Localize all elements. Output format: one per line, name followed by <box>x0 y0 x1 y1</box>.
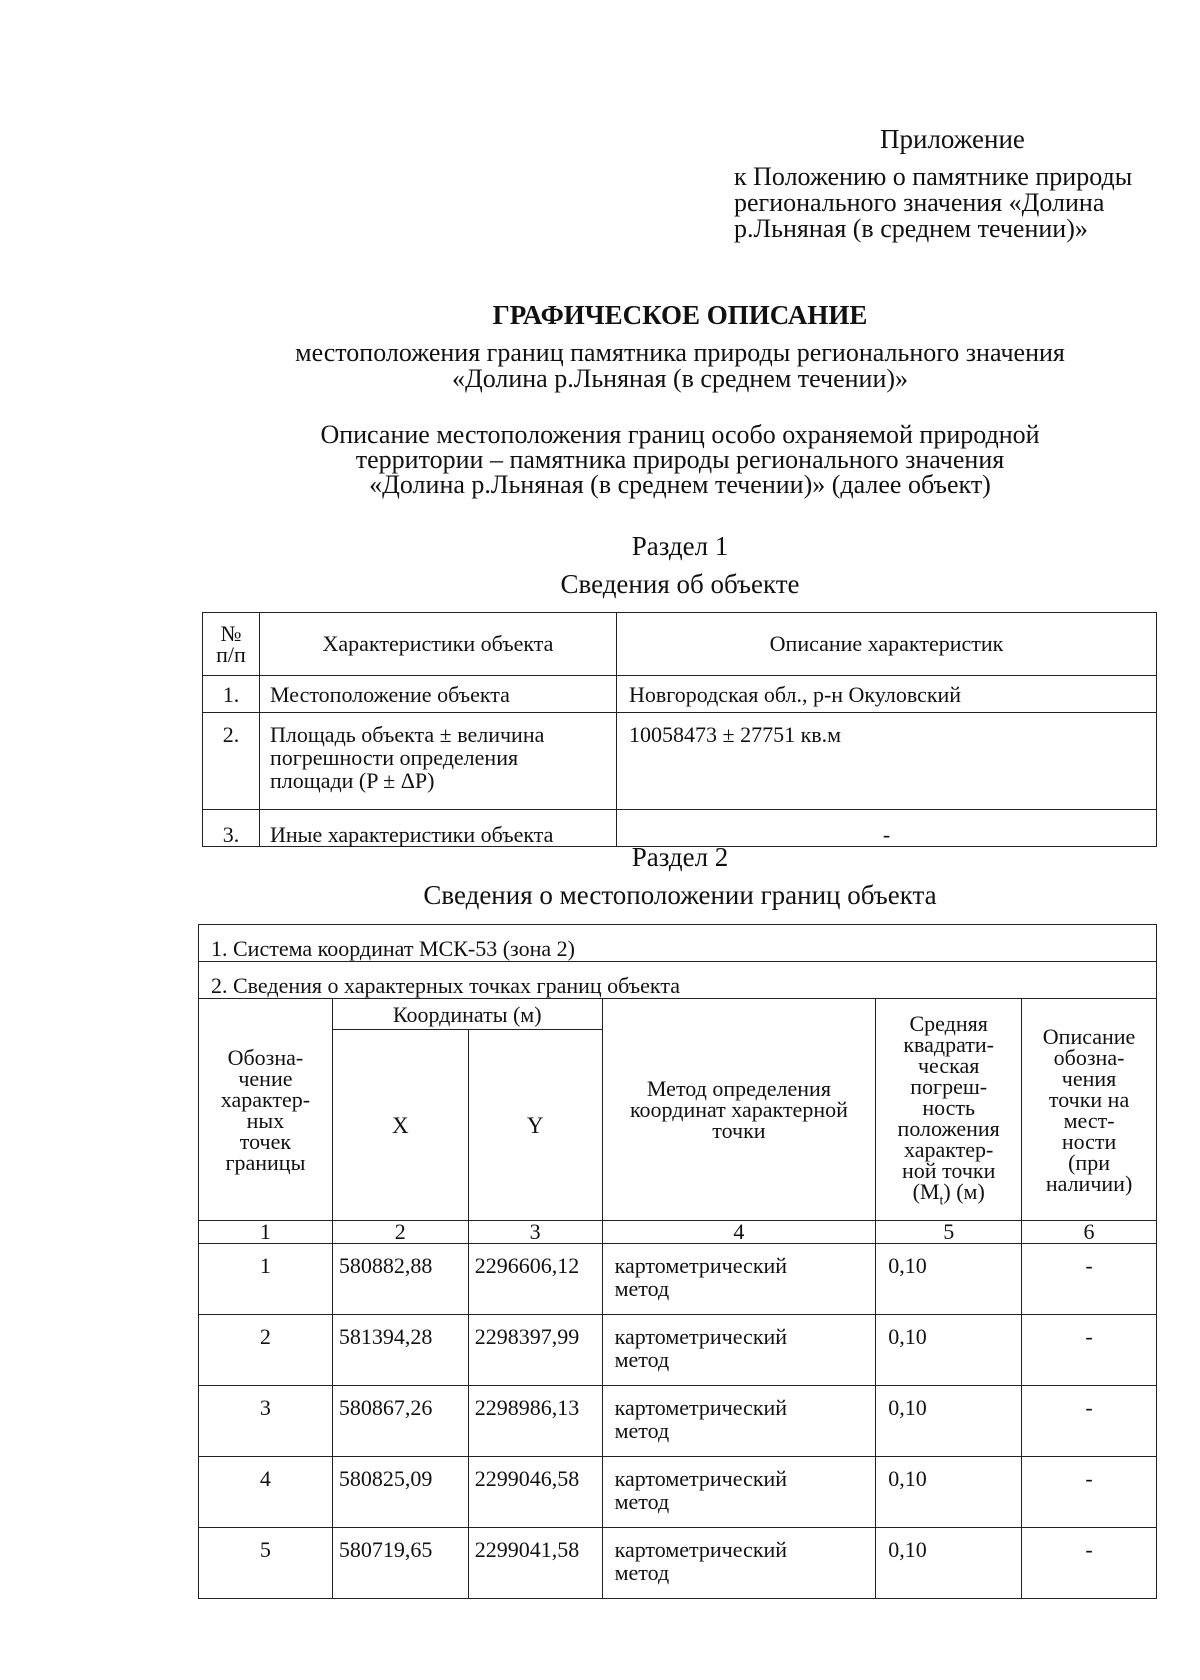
document-subtitle <box>250 340 1110 392</box>
section1-heading: Раздел 1 <box>631 531 729 561</box>
column-number-row <box>199 1221 1157 1244</box>
point-x: 580825,09 <box>332 1457 468 1528</box>
point-method <box>602 1244 876 1315</box>
num-header-line: № <box>220 621 242 646</box>
header-line: характер- <box>904 1137 994 1163</box>
points-info: 2. Сведения о характерных точках границ объекта <box>199 962 1157 999</box>
section2-heading: Раздел 2 <box>631 842 729 872</box>
appendix-line: к Положению о памятнике природы <box>734 162 1133 191</box>
header-line: Описание <box>1042 1023 1136 1049</box>
point-y: 2299041,58 <box>468 1528 602 1599</box>
points-info-row <box>199 962 1157 999</box>
section1-name: Сведения об объекте <box>560 569 800 599</box>
row-characteristic <box>260 713 617 810</box>
num-header-line: п/п <box>216 642 246 667</box>
characteristic-line: Площадь объекта ± величина <box>270 722 545 747</box>
description-line: «Долина р.Льняная (в среднем течении)» (далее объект) <box>369 470 991 499</box>
point-name-header <box>199 999 333 1221</box>
header-line: ческая <box>917 1053 980 1079</box>
header-line: точки <box>712 1118 766 1143</box>
row-description: - <box>617 810 1157 847</box>
point-method <box>602 1315 876 1386</box>
table-row <box>199 1386 1157 1457</box>
point-name: 5 <box>199 1528 333 1599</box>
header-line: точки на <box>1048 1086 1130 1112</box>
point-description: - <box>1022 1315 1157 1386</box>
table-row <box>203 713 1157 810</box>
method-line: метод <box>614 1560 670 1585</box>
header-line: ных <box>246 1107 285 1133</box>
subtitle-line: «Долина р.Льняная (в среднем течении)» <box>451 364 909 393</box>
point-name: 4 <box>199 1457 333 1528</box>
table-row <box>203 810 1157 847</box>
header-line: ной точки <box>902 1158 996 1184</box>
method-header <box>602 999 876 1221</box>
point-description: - <box>1022 1386 1157 1457</box>
coordinates-header: Координаты (м) <box>332 999 602 1030</box>
column-number: 5 <box>876 1221 1022 1244</box>
appendix-line: р.Льняная (в среднем течении)» <box>734 214 1088 243</box>
point-x: 580867,26 <box>332 1386 468 1457</box>
point-name: 2 <box>199 1315 333 1386</box>
point-method <box>602 1386 876 1457</box>
point-y: 2298986,13 <box>468 1386 602 1457</box>
point-method <box>602 1457 876 1528</box>
column-number: 1 <box>199 1221 333 1244</box>
point-error: 0,10 <box>876 1244 1022 1315</box>
appendix-title: Приложение <box>880 124 1025 154</box>
description-line: территории – памятника природы регионального значения <box>355 445 1005 474</box>
table-row <box>199 1528 1157 1599</box>
error-header <box>876 999 1022 1221</box>
document-title: ГРАФИЧЕСКОЕ ОПИСАНИЕ <box>492 300 868 330</box>
point-error: 0,10 <box>876 1457 1022 1528</box>
header-line: границы <box>225 1149 306 1175</box>
header-line: характер- <box>220 1086 311 1112</box>
column-number: 6 <box>1022 1221 1157 1244</box>
header-line: ности <box>1061 1128 1117 1154</box>
method-line: метод <box>614 1418 670 1443</box>
header-line: наличии) <box>1045 1170 1133 1196</box>
row-number: 1. <box>203 676 260 713</box>
header-line: точек <box>239 1128 292 1154</box>
point-name: 3 <box>199 1386 333 1457</box>
point-description: - <box>1022 1244 1157 1315</box>
point-description: - <box>1022 1528 1157 1599</box>
point-error: 0,10 <box>876 1528 1022 1599</box>
table-row <box>199 1244 1157 1315</box>
method-line: картометрический <box>614 1324 788 1349</box>
section2-name: Сведения о местоположении границ объекта <box>423 880 937 910</box>
point-error: 0,10 <box>876 1315 1022 1386</box>
header-line: обозна- <box>1053 1044 1125 1070</box>
method-line: метод <box>614 1347 670 1372</box>
object-info-table <box>202 612 1157 847</box>
row-number: 3. <box>203 810 260 847</box>
method-line: картометрический <box>614 1253 788 1278</box>
method-line: метод <box>614 1276 670 1301</box>
row-description: 10058473 ± 27751 кв.м <box>617 713 1157 810</box>
method-line: картометрический <box>614 1537 788 1562</box>
point-method <box>602 1528 876 1599</box>
header-line: Обозна- <box>227 1044 304 1070</box>
boundary-points-table <box>198 924 1157 1599</box>
characteristic-line: площади (P ± ΔP) <box>270 768 435 793</box>
method-line: картометрический <box>614 1466 788 1491</box>
point-x: 580719,65 <box>332 1528 468 1599</box>
header-line: (при <box>1068 1149 1110 1175</box>
header-line <box>876 1181 1021 1211</box>
appendix-line: регионального значения «Долина <box>734 188 1105 217</box>
header-line-part: (M <box>912 1179 940 1205</box>
header-line: погреш- <box>910 1074 988 1100</box>
table-row <box>203 676 1157 713</box>
characteristic-line: погрешности определения <box>270 745 519 770</box>
num-header <box>203 613 260 676</box>
row-description: Новгородская обл., р-н Окуловский <box>617 676 1157 713</box>
header-line: чения <box>1061 1065 1117 1091</box>
characteristic-header: Характеристики объекта <box>260 613 617 676</box>
point-y: 2296606,12 <box>468 1244 602 1315</box>
column-number: 2 <box>332 1221 468 1244</box>
subtitle-line: местоположения границ памятника природы регионального значения <box>295 338 1065 367</box>
header-line: квадрати- <box>903 1032 995 1058</box>
point-x: 581394,28 <box>332 1315 468 1386</box>
coordinate-system: 1. Система координат МСК-53 (зона 2) <box>199 925 1157 962</box>
point-y: 2299046,58 <box>468 1457 602 1528</box>
appendix-reference <box>734 164 1154 242</box>
description-header: Описание характеристик <box>617 613 1157 676</box>
header-line: Средняя <box>909 1011 988 1037</box>
point-error: 0,10 <box>876 1386 1022 1457</box>
x-header: X <box>332 1030 468 1221</box>
header-line: Метод определения <box>646 1076 831 1101</box>
column-number: 3 <box>468 1221 602 1244</box>
row-number: 2. <box>203 713 260 810</box>
row-characteristic: Иные характеристики объекта <box>260 810 617 847</box>
method-line: метод <box>614 1489 670 1514</box>
point-x: 580882,88 <box>332 1244 468 1315</box>
point-description: - <box>1022 1457 1157 1528</box>
header-line: мест- <box>1063 1107 1115 1133</box>
header-line: чение <box>238 1065 293 1091</box>
point-name: 1 <box>199 1244 333 1315</box>
description-line: Описание местоположения границ особо охраняемой природной <box>320 420 1040 449</box>
table-row <box>199 1315 1157 1386</box>
header-subscript: t <box>939 1193 944 1209</box>
point-y: 2298397,99 <box>468 1315 602 1386</box>
table-row <box>199 1457 1157 1528</box>
header-row <box>199 999 1157 1030</box>
row-characteristic: Местоположение объекта <box>260 676 617 713</box>
header-line: координат характерной <box>629 1097 848 1122</box>
header-line-part: ) (м) <box>943 1179 985 1205</box>
header-line: положения <box>897 1116 1000 1142</box>
point-description-header <box>1022 999 1157 1221</box>
method-line: картометрический <box>614 1395 788 1420</box>
document-description <box>262 422 1098 497</box>
y-header: Y <box>468 1030 602 1221</box>
header-line: ность <box>922 1095 976 1121</box>
coordinate-system-row <box>199 925 1157 962</box>
column-number: 4 <box>602 1221 876 1244</box>
